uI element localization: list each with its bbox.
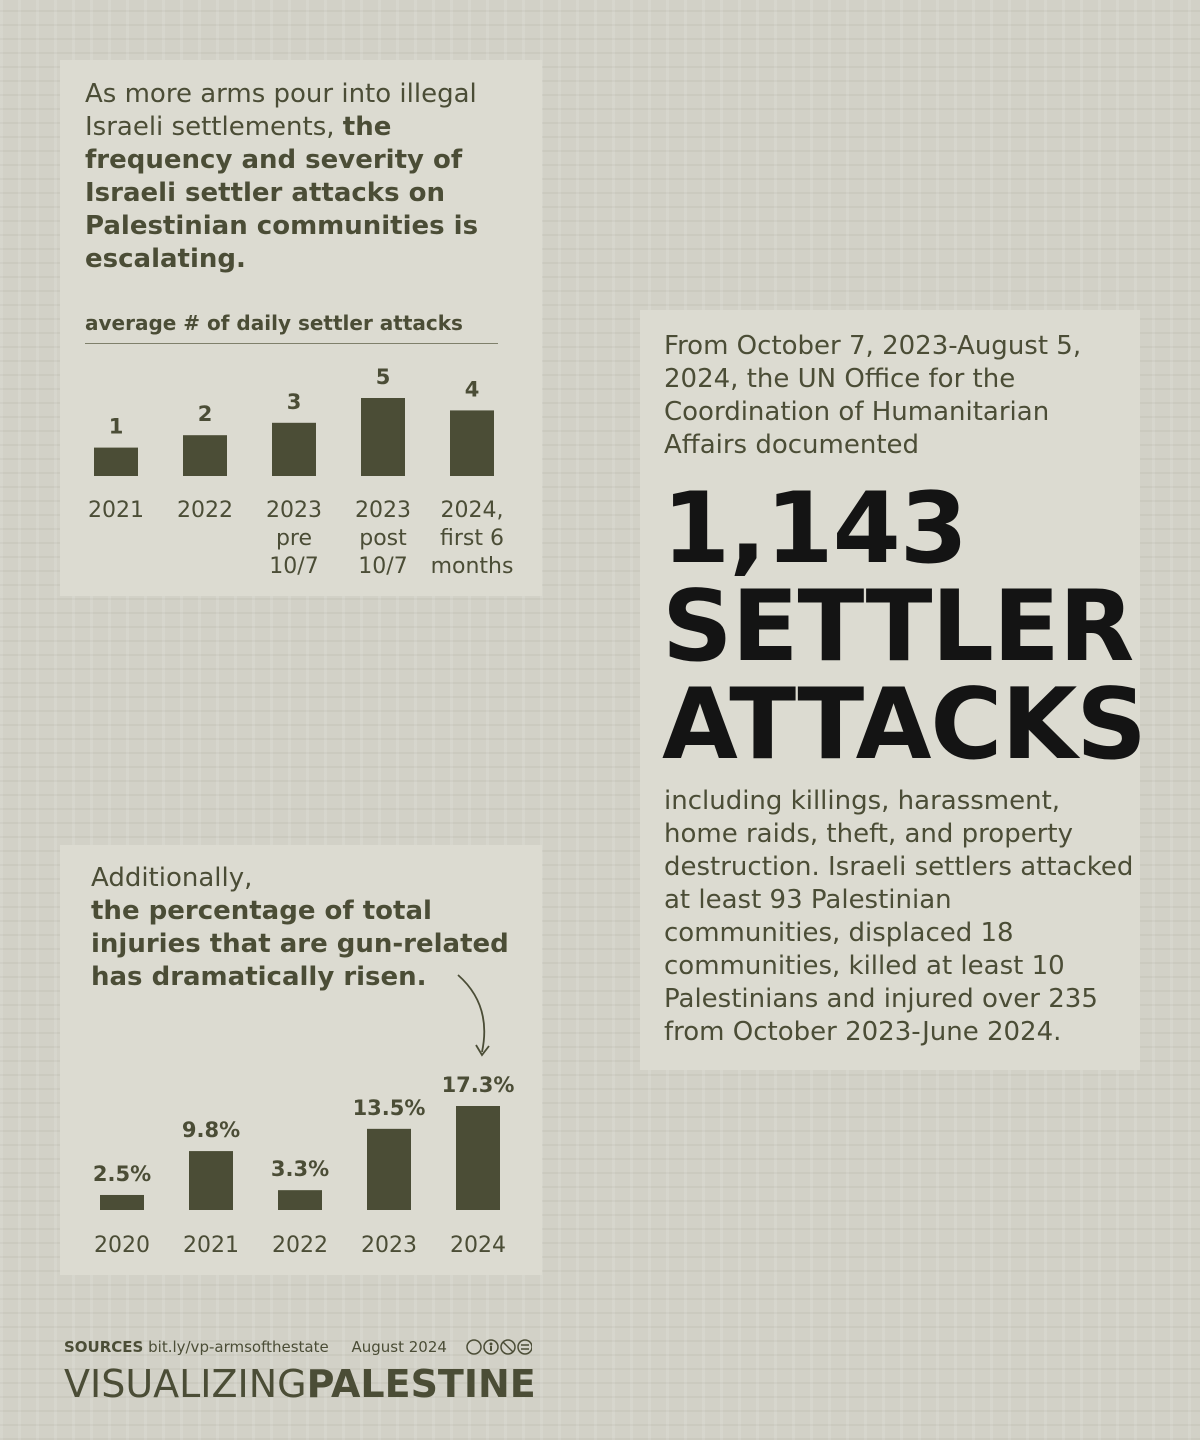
headline-line-2: SETTLER — [662, 570, 1134, 684]
category-label-3-2: 10/7 — [358, 554, 408, 579]
footer-date: August 2024 — [351, 1338, 447, 1356]
footer-sources — [64, 1338, 532, 1356]
category-label-0-0: 2020 — [94, 1233, 150, 1258]
brand-light: VISUALIZING — [64, 1362, 307, 1406]
bar-2 — [278, 1190, 322, 1210]
category-label-4-2: months — [430, 554, 514, 579]
value-label-3: 5 — [375, 365, 391, 389]
value-label-4: 4 — [464, 377, 480, 402]
category-label-2-0: 2023 — [266, 498, 322, 523]
chart1-title: average # of daily settler attacks — [85, 311, 463, 335]
additional-bold: the percentage of total injuries that are gun-related has dramatically risen. — [91, 896, 509, 992]
category-label-1-0: 2022 — [177, 498, 233, 523]
bar-4 — [456, 1106, 500, 1210]
additional-plain: Additionally, — [91, 863, 253, 893]
bar-3 — [367, 1129, 411, 1210]
brand-wordmark — [64, 1360, 536, 1408]
category-label-4-1: first 6 — [440, 526, 504, 551]
value-label-1: 9.8% — [181, 1118, 241, 1143]
category-label-2-1: pre — [275, 526, 313, 551]
bar-0 — [100, 1195, 144, 1210]
sources-url[interactable]: bit.ly/vp-armsofthestate — [148, 1338, 329, 1356]
right-body-text: including killings, harassment, home raids, theft, and property destruction. Israeli settlers attacked at least 93 Palestinian communities, displaced 18 communities, killed at least 10 Palestinians and injured over 235 from October 2023-June 2024. — [664, 786, 1134, 1047]
value-label-0: 2.5% — [92, 1161, 152, 1186]
category-label-4-0: 2024, — [440, 498, 504, 523]
headline-line-1: 1,143 — [662, 472, 967, 586]
headline-line-3: ATTACKS — [662, 668, 1146, 782]
category-label-2-0: 2022 — [272, 1233, 328, 1258]
category-label-3-1: post — [359, 526, 407, 551]
value-label-2: 3 — [286, 389, 302, 414]
category-label-0-0: 2021 — [88, 498, 144, 523]
value-label-4: 17.3% — [441, 1073, 515, 1097]
right-intro-text: From October 7, 2023-August 5, 2024, the UN Office for the Coordination of Humanitarian Affairs documented — [664, 331, 1082, 460]
category-label-3-0: 2023 — [355, 498, 411, 523]
category-label-1-0: 2021 — [183, 1233, 239, 1258]
value-label-0: 1 — [108, 414, 124, 439]
sources-label: SOURCES — [64, 1338, 144, 1356]
brand-bold: PALESTINE — [306, 1362, 536, 1406]
category-label-4-0: 2024 — [450, 1233, 506, 1258]
category-label-2-2: 10/7 — [269, 554, 319, 579]
value-label-3: 13.5% — [352, 1095, 426, 1120]
bar-1 — [189, 1151, 233, 1210]
category-label-3-0: 2023 — [361, 1233, 417, 1258]
intro-plain: As more arms pour into illegal Israeli settlements, — [85, 79, 477, 142]
value-label-1: 2 — [197, 402, 213, 427]
value-label-2: 3.3% — [270, 1157, 330, 1182]
intro-bold: the frequency and severity of Israeli settler attacks on Palestinian communities is escalating. — [85, 112, 479, 274]
headline-number — [662, 472, 1146, 782]
cc-license-icon — [466, 1338, 532, 1356]
